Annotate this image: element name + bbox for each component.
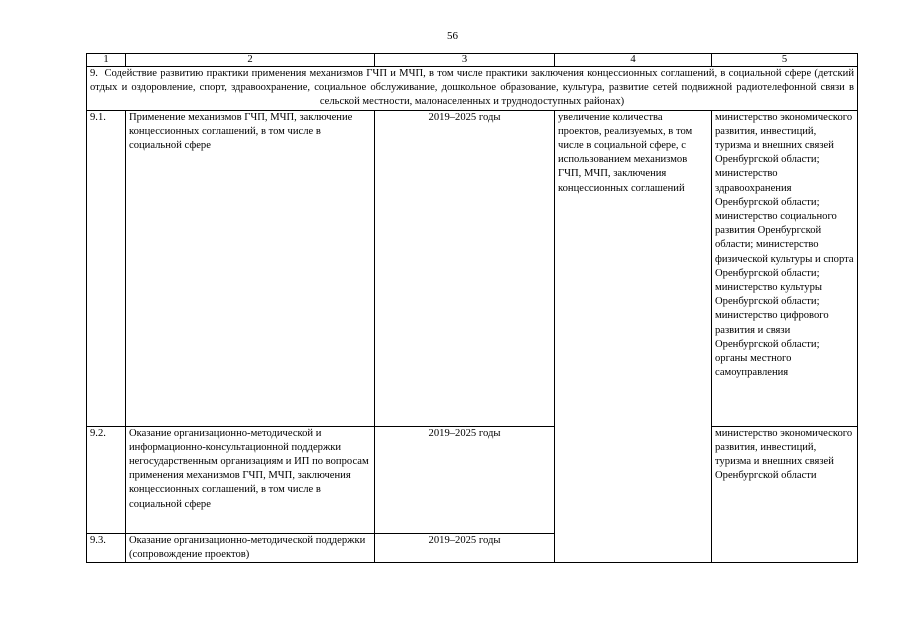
- responsible-executors: министерство экономического развития, инвестиций, туризма и внешних связей Оренбургской области: [712, 426, 858, 562]
- header-col-4: 4: [555, 54, 712, 67]
- header-col-5: 5: [712, 54, 858, 67]
- row-number: 9.1.: [87, 110, 126, 426]
- header-col-3: 3: [375, 54, 555, 67]
- table-row: [87, 426, 858, 533]
- responsible-executors: министерство экономического развития, инвестиций, туризма и внешних связей Оренбургской области; министерство здравоохранения Оренбургской области; министерство социального развития Оренбургской области; министерство физической культуры и спорта Оренбургской области; министерство культуры Оренбургской области; министерство цифрового развития и связи Оренбургской области; органы местного самоуправления: [712, 110, 858, 426]
- header-col-2: 2: [126, 54, 375, 67]
- measure-name: Применение механизмов ГЧП, МЧП, заключение концессионных соглашений, в том числе в социальной сфере: [126, 110, 375, 426]
- measure-period: 2019–2025 годы: [375, 426, 555, 533]
- table-row: [87, 110, 858, 426]
- page-number: 56: [447, 30, 458, 42]
- measure-name: Оказание организационно-методической и информационно-консультационной поддержки негосударственным организациям и ИП по вопросам применения механизмов ГЧП, МЧП, заключения концессионных соглашений, в том числе в социальной сфере: [126, 426, 375, 533]
- section-title-cell: [87, 67, 858, 111]
- section-title: Содействие развитию практики применения механизмов ГЧП и МЧП, в том числе практики заключения концессионных соглашений, в социальной сфере (детский отдых и оздоровление, спорт, здравоохранение, социальное обслуживание, дошкольное образование, культура, развитие сетей подвижной радиотелефонной связи в сельской местности, малонаселенных и труднодоступных районах): [90, 68, 854, 108]
- section-row: [87, 67, 858, 111]
- row-number: 9.3.: [87, 533, 126, 562]
- section-number: 9.: [90, 68, 98, 79]
- measure-period: 2019–2025 годы: [375, 110, 555, 426]
- row-number: 9.2.: [87, 426, 126, 533]
- expected-result: увеличение количества проектов, реализуемых, в том числе в социальной сфере, с использованием механизмов ГЧП, МЧП, заключения концессионных соглашений: [555, 110, 712, 562]
- measure-name: Оказание организационно-методической поддержки (сопровождение проектов): [126, 533, 375, 562]
- header-col-1: 1: [87, 54, 126, 67]
- measures-table: [86, 53, 858, 563]
- header-row: [87, 54, 858, 67]
- measure-period: 2019–2025 годы: [375, 533, 555, 562]
